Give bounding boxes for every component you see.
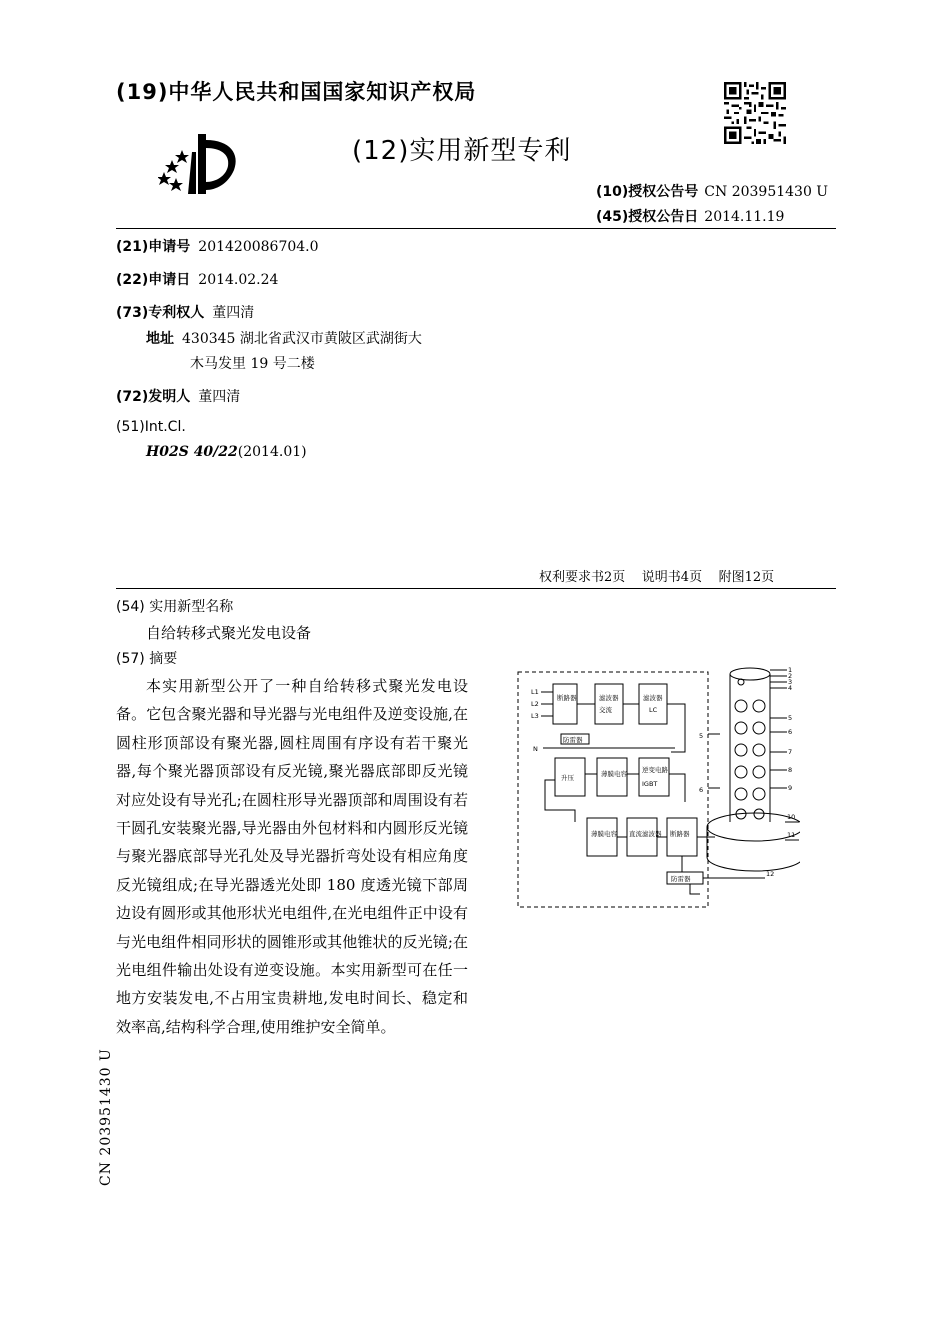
fig-side-label-5: 5 xyxy=(699,732,704,740)
fig-breaker-label: 断路器 xyxy=(557,694,577,702)
fig-part-11: 11 xyxy=(787,831,796,839)
abstract-figure xyxy=(515,662,800,912)
fig-part-1: 1 xyxy=(788,666,793,674)
fig-part-2: 2 xyxy=(788,672,793,680)
pub-number-value: CN 203951430 U xyxy=(704,184,829,200)
fig-igbt-inv-label: 逆变电路 xyxy=(642,766,668,774)
fig-part-12: 12 xyxy=(766,870,775,878)
patentee-row xyxy=(116,302,254,322)
app-number-row xyxy=(116,236,319,256)
page-counts: 权利要求书2页 说明书4页 附图12页 xyxy=(539,570,775,585)
patent-type: (12)实用新型专利 xyxy=(352,136,572,166)
pub-date-row xyxy=(596,206,784,226)
side-pub-number: CN 203951430 U xyxy=(98,1048,114,1186)
cnipa-logo-icon xyxy=(158,132,242,196)
fig-part-9: 9 xyxy=(788,784,793,792)
pub-number-row xyxy=(596,181,828,201)
fig-ac-label: 交流 xyxy=(599,706,612,714)
fig-column xyxy=(730,674,770,822)
abstract-text: 本实用新型公开了一种自给转移式聚光发电设备。它包含聚光器和导光器与光电组件及逆变设施,在圆柱形顶部设有聚光器,圆柱周围有序设有若干聚光器,每个聚光器顶部设有反光镜,聚光器底部即反光镜对应处设有导光孔;在圆柱形导光器顶部和周围设有若干圆孔安装聚光器,导光器由外包材料和内圆形反光镜与聚光器底部导光孔处及导光器折弯处设有相应角度反光镜组成;在导光器透光处即 180 度透光镜下部周边设有圆形或其他形状光电组件,在光电组件正中设有与光电组件相同形状的圆锥形或其他锥状的反光镜;在光电组件输出处设有逆变设施。本实用新型可在任一地方安装发电,不占用宝贵耕地,发电时间长、稳定和效率高,结构科学合理,使用维护安全简单。 xyxy=(116,677,468,1036)
app-number-value: 201420086704.0 xyxy=(198,239,319,255)
app-date-label: (22)申请日 xyxy=(116,272,191,288)
app-date-value: 2014.02.24 xyxy=(198,272,279,288)
fig-boost-label: 升压 xyxy=(561,774,574,782)
inventor-row xyxy=(116,386,240,406)
fig-part-3: 3 xyxy=(788,678,793,686)
patentee-value: 董四清 xyxy=(212,305,255,321)
pub-number-label: (10)授权公告号 xyxy=(596,184,699,200)
fig-part-7: 7 xyxy=(788,748,793,756)
fig-igbt-block xyxy=(639,758,669,796)
fig-cap-1-label: 薄膜电容 xyxy=(601,770,627,778)
fig-part-4: 4 xyxy=(788,684,793,692)
title-label: (54) 实用新型名称 xyxy=(116,599,234,615)
fig-side-label-6: 6 xyxy=(699,786,704,794)
fig-arrester-1-label: 防雷器 xyxy=(563,736,583,744)
fig-input-l3: L3 xyxy=(531,712,539,720)
fig-part-6: 6 xyxy=(788,728,793,736)
address-label: 地址 xyxy=(146,331,174,347)
fig-igbt-label: IGBT xyxy=(642,780,658,788)
fig-filter-label: 滤波器 xyxy=(599,694,619,702)
pub-date-label: (45)授权公告日 xyxy=(596,209,699,225)
mid-rule xyxy=(116,588,836,589)
fig-lc-label: LC xyxy=(649,706,658,714)
app-date-row xyxy=(116,269,278,289)
intcl-year: (2014.01) xyxy=(237,444,307,460)
qr-code-icon xyxy=(724,82,786,144)
intcl-label: (51)Int.Cl. xyxy=(116,419,186,435)
pub-date-value: 2014.11.19 xyxy=(704,209,785,225)
fig-n-label: N xyxy=(533,745,538,753)
fig-part-8: 8 xyxy=(788,766,793,774)
utility-model-title: 自给转移式聚光发电设备 xyxy=(146,624,312,642)
inventor-label: (72)发明人 xyxy=(116,389,191,405)
fig-part-5: 5 xyxy=(788,714,793,722)
fig-breaker-block xyxy=(553,684,577,724)
address-line-1: 430345 湖北省武汉市黄陂区武湖街大 xyxy=(182,331,422,347)
fig-input-l2: L2 xyxy=(531,700,539,708)
address-row xyxy=(146,328,422,348)
fig-cap-2-label: 薄膜电容 xyxy=(591,830,617,838)
patentee-label: (73)专利权人 xyxy=(116,305,205,321)
intcl-code: H02S 40/22 xyxy=(146,444,238,460)
inventor-value: 董四清 xyxy=(198,389,241,405)
fig-dc-breaker-label: 断路器 xyxy=(670,830,690,838)
app-number-label: (21)申请号 xyxy=(116,239,191,255)
fig-concentrator-holes xyxy=(735,700,765,819)
address-line-2: 木马发里 19 号二楼 xyxy=(190,356,315,372)
fig-arrester-2-label: 防雷器 xyxy=(671,875,691,883)
fig-lc-filter-label: 滤波器 xyxy=(643,694,663,702)
header-rule xyxy=(116,228,836,229)
fig-filter-block xyxy=(595,684,623,724)
office-name: (19)中华人民共和国国家知识产权局 xyxy=(116,80,477,104)
fig-lc-block xyxy=(639,684,667,724)
fig-input-l1: L1 xyxy=(531,688,539,696)
abstract-label: (57) 摘要 xyxy=(116,651,178,667)
intcl-row xyxy=(146,444,307,460)
fig-dc-filter-label: 直流滤波器 xyxy=(629,830,662,838)
fig-part-10: 10 xyxy=(787,813,796,821)
